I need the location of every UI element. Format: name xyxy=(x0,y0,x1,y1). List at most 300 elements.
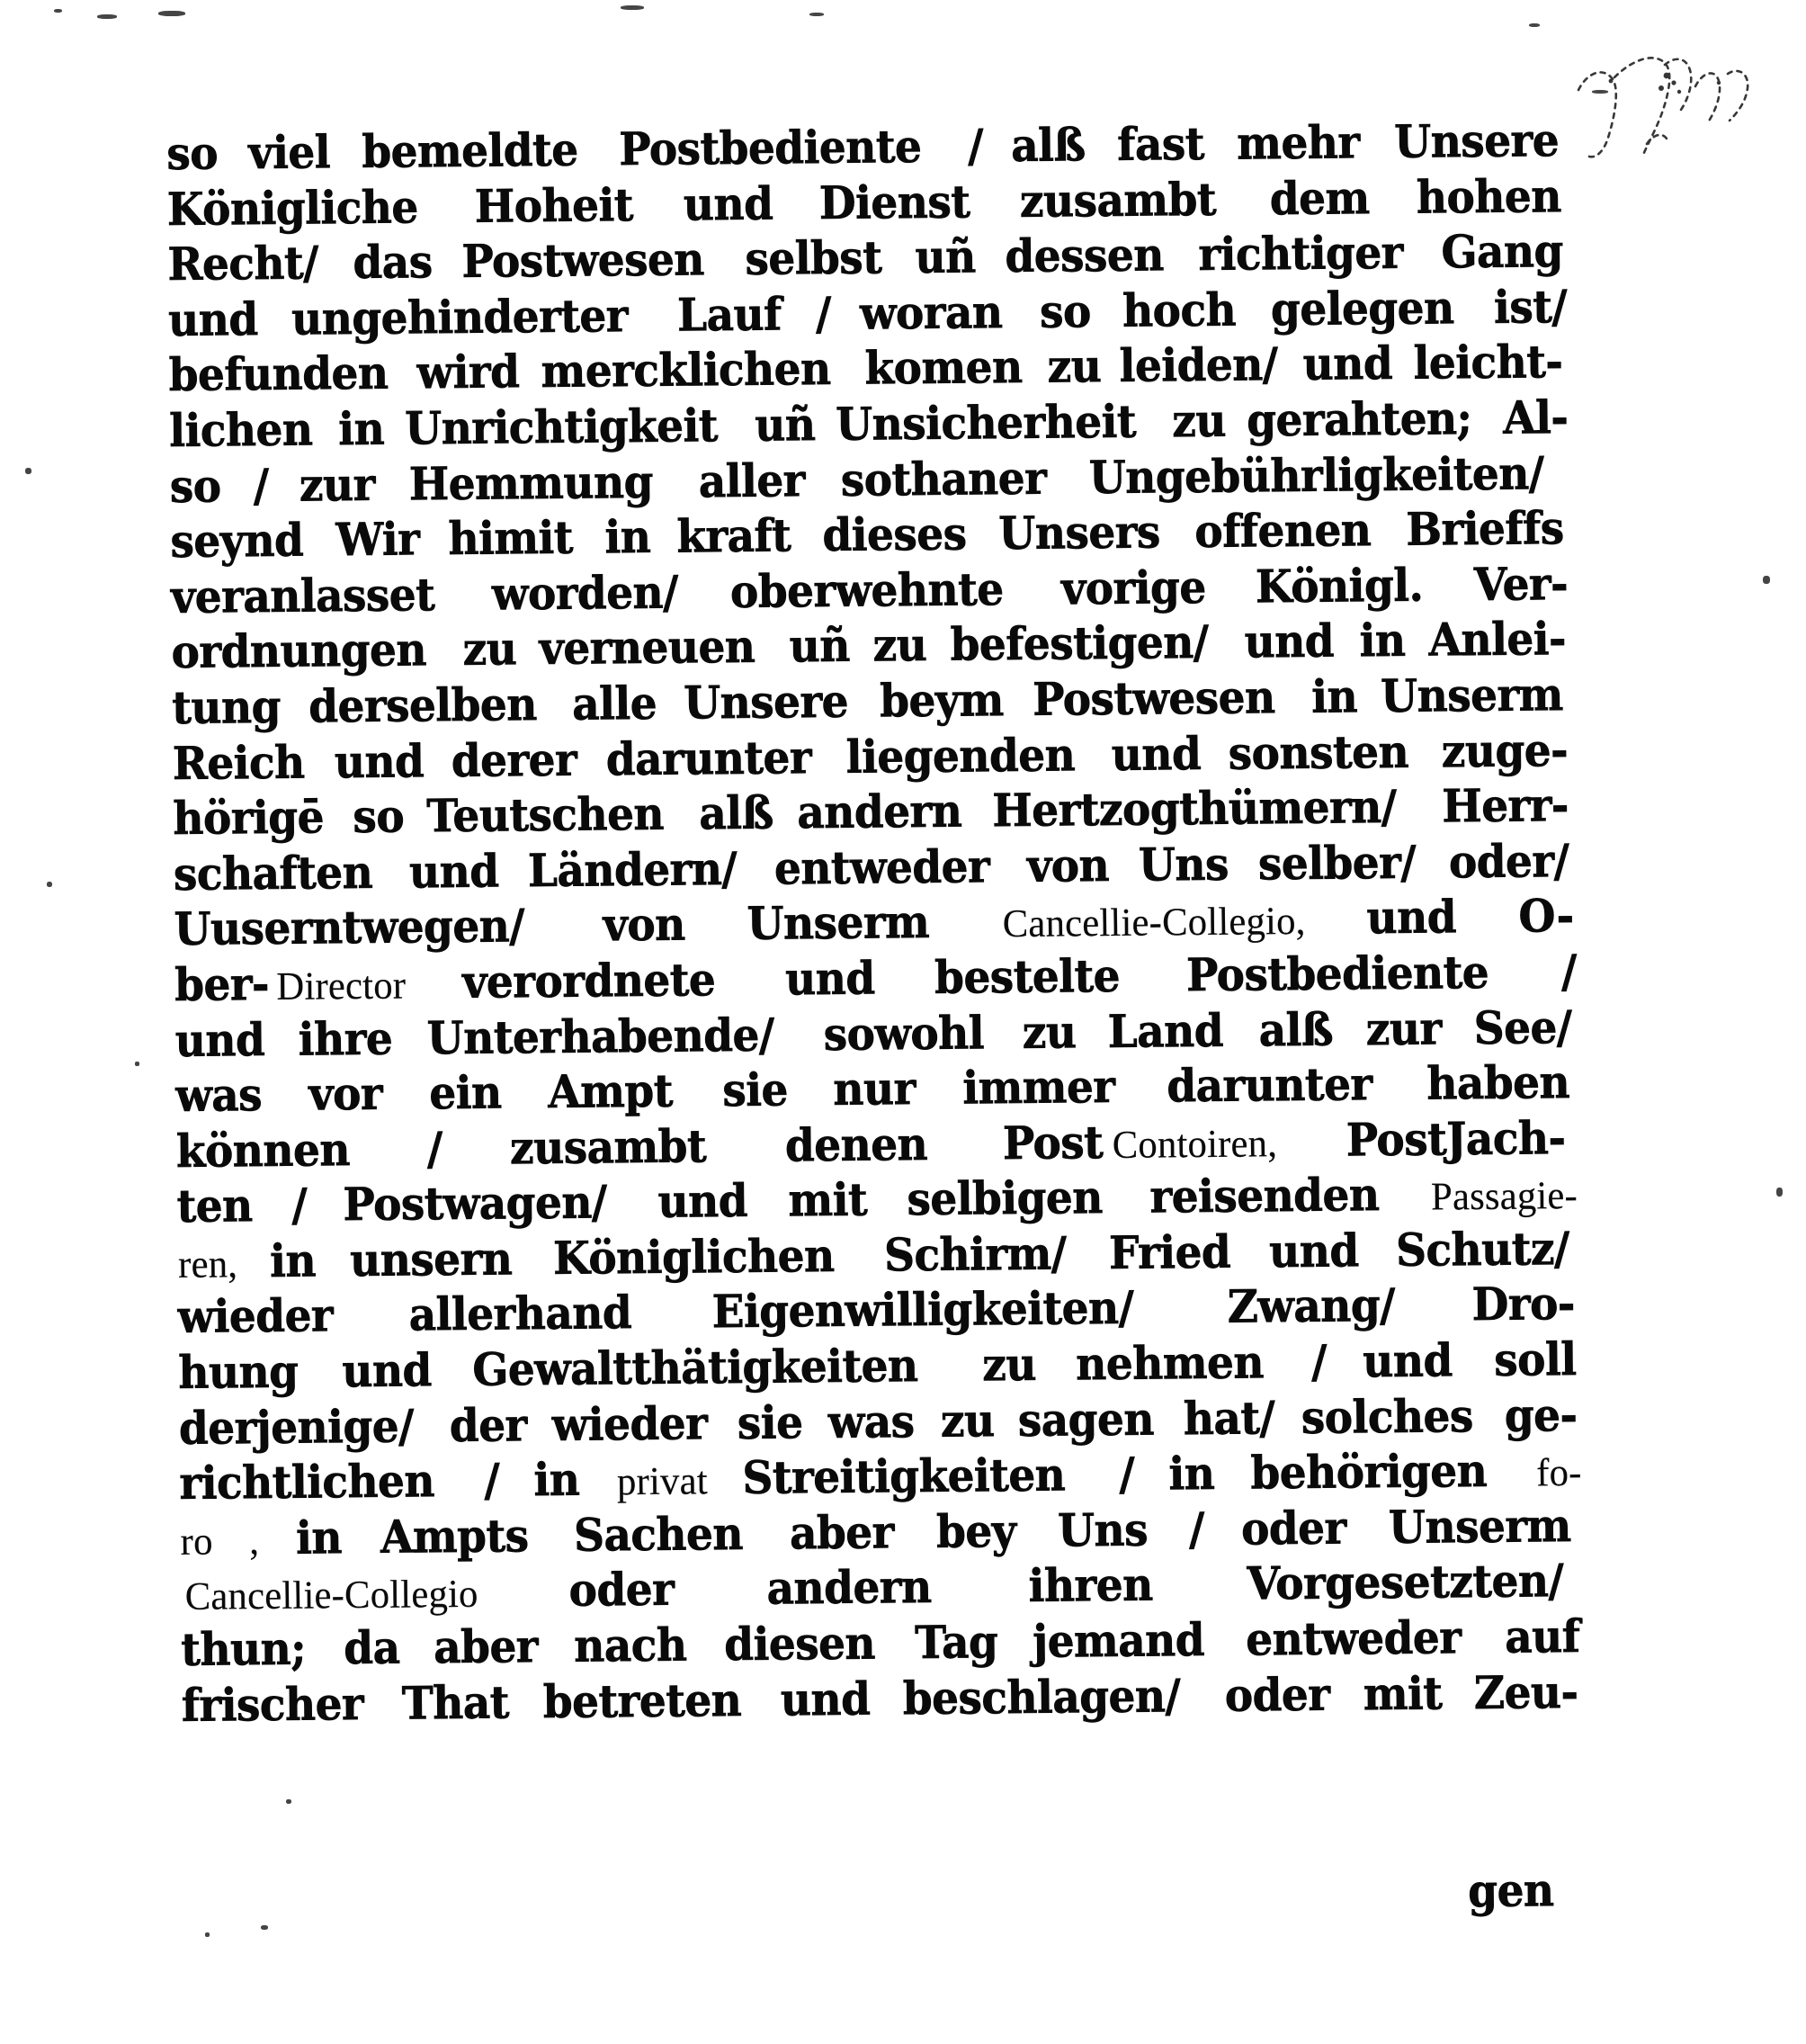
text-word xyxy=(1494,279,1572,336)
text-word xyxy=(1503,390,1572,446)
text-word xyxy=(417,345,527,402)
fraktur-run: in xyxy=(295,1511,342,1564)
text-word xyxy=(409,1285,647,1343)
text-word xyxy=(742,1448,1086,1507)
fraktur-run: bemeldte xyxy=(362,122,579,178)
fraktur-run: richtiger xyxy=(1198,225,1404,282)
text-word xyxy=(730,561,1022,621)
text-word xyxy=(167,179,434,238)
text-word xyxy=(781,1671,876,1728)
text-word xyxy=(1119,336,1288,394)
fraktur-run: Ampts xyxy=(380,1509,529,1564)
latin-script-run: Cancellie-Collegio, xyxy=(1002,899,1306,946)
text-word xyxy=(1258,1001,1337,1058)
text-word xyxy=(1089,445,1573,507)
fraktur-run: alß xyxy=(1258,1002,1334,1056)
text-word xyxy=(362,121,592,180)
text-word xyxy=(182,1675,376,1734)
text-word xyxy=(168,291,264,349)
fraktur-run: zur xyxy=(299,457,376,512)
text-word xyxy=(841,450,1060,508)
text-word xyxy=(1441,722,1576,780)
fraktur-run: ist/ xyxy=(1493,279,1568,334)
text-word xyxy=(1301,1388,1485,1447)
scan-speck xyxy=(25,468,31,474)
fraktur-run: ge- xyxy=(1504,1387,1578,1442)
text-word xyxy=(1023,1004,1080,1061)
fraktur-run: und xyxy=(174,1012,265,1067)
text-word xyxy=(270,1233,319,1289)
text-word xyxy=(1040,283,1095,340)
text-word xyxy=(606,730,825,788)
text-word xyxy=(1389,1498,1583,1556)
fraktur-run: richtlichen xyxy=(179,1454,435,1511)
text-word xyxy=(1122,282,1243,339)
text-word xyxy=(177,1288,343,1346)
text-word xyxy=(1028,1557,1160,1615)
fraktur-run: sonsten xyxy=(1228,724,1408,780)
text-word xyxy=(676,507,799,565)
fraktur-run: Vorgesetzten/ xyxy=(1247,1554,1564,1610)
fraktur-run: nehmen xyxy=(1075,1335,1264,1391)
fraktur-run: Postwagen/ xyxy=(342,1175,607,1232)
fraktur-run: sie xyxy=(721,1062,788,1117)
fraktur-run: seynd xyxy=(170,513,304,569)
fraktur-run: denen xyxy=(784,1116,928,1172)
latin-script-run: ren, xyxy=(177,1242,238,1286)
fraktur-run: Uuserntwegen/ xyxy=(174,899,525,956)
text-word xyxy=(181,1621,314,1679)
text-word xyxy=(1111,725,1206,783)
text-word xyxy=(1471,1276,1581,1333)
fraktur-run: ordnungen xyxy=(171,623,427,679)
fraktur-run: befestigen/ xyxy=(950,615,1209,672)
text-word xyxy=(684,674,859,731)
text-word xyxy=(1003,1113,1280,1174)
document-text-block xyxy=(166,112,1585,1733)
fraktur-run: verneuen xyxy=(539,620,756,676)
text-word xyxy=(1119,1447,1135,1503)
fraktur-run: und xyxy=(1269,1224,1360,1278)
fraktur-run: woran xyxy=(860,284,1004,340)
text-word xyxy=(171,622,443,680)
text-word xyxy=(174,1011,270,1069)
text-word xyxy=(177,1234,239,1292)
fraktur-run: / xyxy=(1561,944,1578,999)
text-word xyxy=(291,288,649,347)
text-word xyxy=(785,1116,937,1174)
text-word xyxy=(335,511,425,569)
fraktur-run: Al- xyxy=(1503,390,1569,444)
text-word xyxy=(1107,1002,1230,1060)
fraktur-run: / xyxy=(291,1178,308,1232)
fraktur-run: zu xyxy=(1046,339,1102,393)
text-word xyxy=(1365,1000,1446,1057)
fraktur-run: solches xyxy=(1301,1388,1474,1444)
fraktur-run: That xyxy=(401,1675,510,1730)
text-word xyxy=(343,1174,623,1233)
fraktur-run: ten xyxy=(176,1179,253,1233)
fraktur-run: entweder xyxy=(773,838,990,895)
fraktur-run: Unserm xyxy=(1381,668,1564,723)
fraktur-run: und xyxy=(785,951,876,1006)
fraktur-run: Hertzogthümern/ xyxy=(991,780,1397,838)
fraktur-run: in xyxy=(1359,614,1407,668)
text-word xyxy=(179,1453,451,1511)
fraktur-run: Postbediente xyxy=(619,119,922,176)
fraktur-run: Streitigkeiten xyxy=(742,1448,1066,1505)
text-word xyxy=(1271,280,1466,338)
fraktur-run: wieder xyxy=(551,1395,708,1451)
fraktur-run: zusambt xyxy=(509,1118,707,1175)
fraktur-run: sowohl xyxy=(823,1005,985,1061)
text-word xyxy=(822,507,976,564)
text-word xyxy=(774,838,1004,897)
text-word xyxy=(816,286,832,343)
fraktur-run: / xyxy=(816,286,832,340)
fraktur-run: Königlichen xyxy=(553,1228,836,1285)
text-word xyxy=(1117,116,1210,174)
fraktur-run: zusambt xyxy=(1020,172,1217,228)
text-word xyxy=(1426,1054,1578,1112)
fraktur-run: / xyxy=(1188,1502,1205,1555)
text-word xyxy=(574,1506,754,1564)
text-word xyxy=(824,1005,995,1062)
text-word xyxy=(380,1508,538,1565)
text-word xyxy=(338,401,388,458)
text-word xyxy=(353,789,407,846)
text-word xyxy=(1269,1223,1364,1280)
fraktur-run: betreten xyxy=(542,1672,742,1728)
fraktur-run: von xyxy=(603,897,686,952)
fraktur-run: schaften xyxy=(173,845,373,901)
text-word xyxy=(827,1394,919,1451)
text-word xyxy=(962,1059,1125,1116)
text-word xyxy=(472,1338,946,1399)
fraktur-run: Wir xyxy=(335,512,420,567)
text-word xyxy=(1396,1221,1580,1279)
text-word xyxy=(449,1397,532,1454)
fraktur-run: Post xyxy=(1003,1115,1104,1170)
fraktur-run: ungehinderter xyxy=(291,288,629,345)
fraktur-run: dem xyxy=(1269,170,1370,225)
ink-annotation-marginalia xyxy=(1560,36,1767,171)
fraktur-run: O- xyxy=(1518,889,1574,943)
fraktur-run: zu xyxy=(1172,393,1227,448)
text-word xyxy=(1346,1110,1579,1169)
fraktur-run: können xyxy=(175,1122,351,1178)
catchword-row xyxy=(166,1862,1570,1932)
text-word xyxy=(171,567,452,626)
fraktur-run: mercklichen xyxy=(541,342,831,399)
fraktur-run: behörigen xyxy=(1250,1444,1488,1500)
fraktur-run: Unsers xyxy=(998,505,1161,560)
scan-speck xyxy=(54,9,62,13)
fraktur-run: derselben xyxy=(308,677,538,733)
fraktur-run: Königliche xyxy=(166,179,418,236)
text-word xyxy=(429,1065,506,1122)
fraktur-run: so xyxy=(1039,283,1092,338)
text-word xyxy=(542,1672,754,1730)
text-word xyxy=(1245,614,1340,671)
text-word xyxy=(1185,945,1507,1004)
text-word xyxy=(1005,227,1174,284)
text-word xyxy=(176,1178,257,1234)
text-word xyxy=(1504,1609,1584,1665)
text-word xyxy=(1561,944,1578,1000)
fraktur-run: mit xyxy=(1363,1666,1443,1720)
latin-script-run: Cancellie-Collegio xyxy=(184,1572,478,1619)
text-word xyxy=(540,619,770,677)
fraktur-run: leicht- xyxy=(1413,335,1563,390)
text-word xyxy=(1241,1500,1354,1557)
fraktur-run: mehr xyxy=(1237,115,1360,170)
fraktur-run: bey xyxy=(936,1503,1017,1558)
text-word xyxy=(767,1559,943,1617)
fraktur-run: befunden xyxy=(168,346,389,402)
text-word xyxy=(308,677,551,735)
text-word xyxy=(788,1172,872,1229)
text-word xyxy=(999,504,1171,561)
fraktur-run: mit xyxy=(788,1172,868,1227)
text-word xyxy=(677,286,789,344)
fraktur-run: in xyxy=(603,510,651,564)
fraktur-run: hung xyxy=(178,1344,299,1399)
text-word xyxy=(880,672,1012,730)
latin-script-run: Director xyxy=(276,963,407,1009)
fraktur-run: was xyxy=(175,1068,263,1123)
text-word xyxy=(484,1453,500,1510)
text-word xyxy=(604,509,654,566)
text-word xyxy=(1302,336,1398,393)
text-word xyxy=(173,734,314,792)
fraktur-run: / xyxy=(253,458,270,512)
text-word xyxy=(448,510,581,568)
text-word xyxy=(179,1398,429,1457)
fraktur-run: ein xyxy=(428,1065,502,1120)
text-word xyxy=(474,177,643,235)
text-word xyxy=(1033,1612,1216,1671)
fraktur-run: und xyxy=(780,1672,871,1726)
text-word xyxy=(170,458,225,515)
fraktur-run: liegenden xyxy=(845,727,1076,784)
fraktur-run: Zwang/ xyxy=(1227,1278,1395,1334)
fraktur-run: oder/ xyxy=(1448,833,1569,889)
fraktur-run: Eigenwilligkeiten/ xyxy=(711,1281,1134,1339)
fraktur-run: entweder xyxy=(1245,1610,1462,1666)
fraktur-run: Zeu- xyxy=(1473,1664,1578,1719)
text-word xyxy=(615,1452,709,1511)
text-word xyxy=(291,1178,308,1234)
text-word xyxy=(997,892,1310,952)
fraktur-run: und xyxy=(1111,726,1202,781)
scan-speck xyxy=(809,13,824,16)
text-word xyxy=(819,174,980,231)
text-word xyxy=(833,1061,921,1118)
fraktur-run: leiden/ xyxy=(1119,337,1278,393)
fraktur-run: / xyxy=(968,119,984,173)
text-word xyxy=(1247,1553,1583,1612)
fraktur-run: tung xyxy=(171,679,282,734)
fraktur-run: wird xyxy=(416,345,520,399)
text-word xyxy=(1474,556,1574,614)
text-word xyxy=(1406,500,1574,558)
text-word xyxy=(1020,171,1229,229)
text-word xyxy=(1149,1167,1394,1225)
fraktur-run: so xyxy=(353,789,405,844)
fraktur-run: Unserm xyxy=(1389,1498,1572,1554)
text-word xyxy=(1076,1334,1276,1393)
text-word xyxy=(1366,890,1462,947)
latin-script-run: , xyxy=(249,1518,260,1564)
text-word xyxy=(409,453,669,512)
fraktur-run: zu xyxy=(940,1393,995,1448)
text-word xyxy=(174,898,547,958)
text-word xyxy=(170,513,312,570)
text-word xyxy=(968,118,984,175)
fraktur-run: auf xyxy=(1504,1609,1580,1663)
scan-speck xyxy=(135,1062,139,1066)
text-word xyxy=(712,1280,1161,1340)
fraktur-run: beym xyxy=(879,673,1004,728)
fraktur-run: alle xyxy=(572,676,657,731)
fraktur-run: Land xyxy=(1107,1003,1224,1058)
text-word xyxy=(619,119,941,178)
fraktur-run: himit xyxy=(448,510,574,566)
fraktur-run: Königl. xyxy=(1255,558,1424,614)
text-word xyxy=(1194,502,1382,560)
scan-speck xyxy=(1763,576,1770,584)
fraktur-run: sagen xyxy=(1017,1392,1155,1447)
text-word xyxy=(785,950,881,1008)
text-word xyxy=(1360,613,1409,669)
fraktur-run: nur xyxy=(833,1062,916,1116)
text-word xyxy=(1167,1056,1385,1115)
text-word xyxy=(1449,833,1577,891)
fraktur-run: oder xyxy=(568,1563,675,1618)
text-word xyxy=(541,341,849,400)
fraktur-run: uñ xyxy=(754,398,816,452)
text-word xyxy=(1441,223,1571,281)
latin-script-run: ro xyxy=(180,1519,213,1564)
text-word xyxy=(1363,1332,1458,1390)
text-word xyxy=(1198,225,1417,283)
fraktur-run: und xyxy=(167,291,258,346)
text-word xyxy=(1311,668,1361,725)
text-word xyxy=(510,1118,720,1177)
text-word xyxy=(1246,1609,1475,1668)
fraktur-run: immer xyxy=(962,1060,1115,1115)
text-word xyxy=(1109,1224,1238,1281)
fraktur-run: in xyxy=(338,401,385,456)
text-word xyxy=(353,234,437,291)
text-word xyxy=(797,784,972,841)
fraktur-run: dessen xyxy=(1004,228,1164,283)
text-word xyxy=(722,1062,792,1118)
fraktur-run: ber- xyxy=(174,956,270,1011)
fraktur-run: Reich xyxy=(172,735,305,790)
fraktur-run: oder xyxy=(1224,1667,1330,1722)
text-word xyxy=(936,1503,1022,1560)
fraktur-run: von xyxy=(1026,838,1110,892)
fraktur-run: andern xyxy=(766,1560,933,1616)
fraktur-run: in xyxy=(1168,1447,1215,1501)
text-word xyxy=(350,1231,523,1288)
fraktur-run: ihre xyxy=(298,1011,393,1066)
text-word xyxy=(1057,1502,1153,1559)
fraktur-run: Herr- xyxy=(1441,778,1569,833)
text-word xyxy=(434,1618,545,1676)
text-word xyxy=(915,1614,1004,1672)
text-word xyxy=(402,1674,516,1732)
fraktur-run: worden/ xyxy=(491,565,679,621)
text-word xyxy=(342,1342,437,1400)
text-word xyxy=(176,1122,362,1180)
text-word xyxy=(166,125,221,182)
fraktur-run: Unrichtigkeit xyxy=(404,399,718,455)
fraktur-run: hohen xyxy=(1416,168,1561,224)
fraktur-run: Unterhabende/ xyxy=(426,1008,774,1064)
text-word xyxy=(934,948,1132,1007)
text-word xyxy=(982,1337,1040,1394)
fraktur-run: Unsere xyxy=(683,674,848,730)
text-word xyxy=(1535,1443,1583,1501)
fraktur-run: aber xyxy=(433,1619,538,1674)
fraktur-run: komen xyxy=(863,340,1023,395)
text-word xyxy=(178,1344,306,1402)
fraktur-run: PostJach- xyxy=(1346,1110,1566,1167)
text-word xyxy=(1237,114,1368,172)
text-word xyxy=(552,1395,718,1453)
text-word xyxy=(1473,1664,1585,1722)
fraktur-run: beschlagen/ xyxy=(902,1668,1181,1725)
fraktur-run: Schutz/ xyxy=(1395,1221,1569,1277)
fraktur-run: zuge- xyxy=(1441,722,1568,777)
text-word xyxy=(427,1121,443,1178)
fraktur-run: und xyxy=(1244,614,1335,668)
fraktur-run: diesen xyxy=(723,1616,876,1672)
text-word xyxy=(168,345,402,404)
fraktur-run: dieses xyxy=(821,507,967,562)
fraktur-run: Unsicherheit xyxy=(836,394,1137,451)
fraktur-run: fast xyxy=(1116,116,1205,171)
text-word xyxy=(462,952,732,1010)
text-word xyxy=(572,676,662,733)
fraktur-run: oder xyxy=(1240,1501,1346,1555)
text-word xyxy=(1257,834,1426,892)
fraktur-run: darunter xyxy=(1166,1057,1372,1113)
text-word xyxy=(1416,168,1570,226)
fraktur-run: was xyxy=(827,1394,915,1448)
text-word xyxy=(167,235,328,292)
fraktur-run: jemand xyxy=(1033,1613,1205,1668)
fraktur-run: darunter xyxy=(605,730,812,785)
fraktur-run: Gang xyxy=(1441,224,1564,279)
fraktur-run: Ungebührligkeiten/ xyxy=(1088,445,1544,504)
text-word xyxy=(1250,1443,1502,1502)
latin-script-run: Contoiren, xyxy=(1112,1120,1278,1167)
latin-script-run: fo- xyxy=(1535,1450,1582,1495)
text-word xyxy=(462,622,520,678)
fraktur-run: Postwesen xyxy=(1032,670,1275,726)
fraktur-run: Brieffs xyxy=(1405,501,1564,556)
text-word xyxy=(1505,1387,1582,1444)
fraktur-run: offenen xyxy=(1194,503,1372,559)
fraktur-run: gerahten; xyxy=(1246,391,1472,447)
text-word xyxy=(173,789,334,847)
fraktur-run: bestelte xyxy=(934,948,1121,1004)
fraktur-run: so xyxy=(166,126,219,180)
